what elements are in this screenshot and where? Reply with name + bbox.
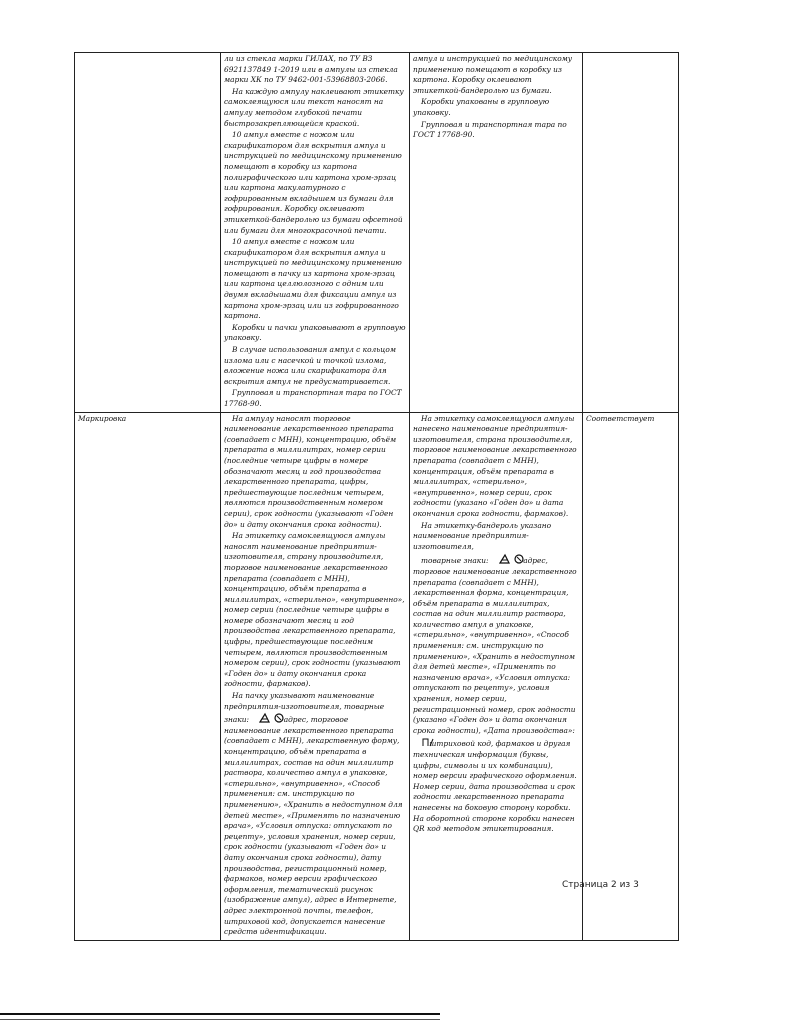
- trademark-icons: [491, 553, 521, 565]
- packaging-result-paragraph: Групповая и транспортная тара по ГОСТ 17768-90.: [413, 119, 567, 140]
- marking-text: адрес, торговое наименование лекарственного препарата (совпадает с МНН), лекарственную форму, концентрацию, объём препарата в миллилитрах, состав на один миллилитр раствора, количество ампул в упаковке, «стерильно», «внутривенно», «Способ применения: см. инструкцию по применению», «Хранить в недоступном для детей месте», «Применять по назначению врача», «Условия отпуска: отпускают по рецепту», условия хранения, номер серии, срок годности (указывают «Годен до» и дату окончания срока годности), дату производства, регистрационный номер, фармаков, номер версии графического оформления, тематический рисунок (изображение ампул), адрес в Интернете, адрес электронной почты, телефон, штриховой код, допускается нанесение средств идентификации.: [224, 715, 403, 937]
- row2-col4-cell: [583, 412, 679, 940]
- packaging-paragraph: В случае использования ампул с кольцом излома или с насечкой и точкой излома, вложение ножа или скарификатора для вскрытия ампул не предусматривается.: [224, 345, 396, 386]
- marking-text: товарные знаки:: [421, 556, 489, 566]
- marking-text: На пачку указывают наименование предприятия-изготовителя, товарные знаки:: [224, 691, 385, 725]
- marking-result-paragraph: [413, 553, 579, 834]
- table-row-packaging: [75, 53, 679, 413]
- marking-requirement-paragraph: [224, 691, 406, 938]
- packaging-paragraph: Групповая и транспортная тара по ГОСТ 17768-90.: [224, 388, 402, 408]
- row1-col4-cell: [583, 53, 679, 413]
- marking-label: Маркировка: [78, 413, 127, 423]
- marking-requirement-paragraph: На этикетку самоклеящуюся ампулы наносят наименование предприятия-изготовителя, страну производителя, торговое наименование лекарственного препарата (совпадает с МНН), концентрацию, объём препарата в миллилитрах, «стерильно», «внутривенно», номер серии (последние четыре цифры в номере обозначают месяц и год производства лекарственного препарата, цифры, предшествующие последним четырем, являются производственным номером серии), срок годности (указывают «Годен до» и дату окончания срока годности, фармаков).: [224, 531, 405, 689]
- marking-text: штриховой код, фармаков и другая техническая информация (буквы, цифры, символы и их комбинации), номер версии графического оформления. Номер серии, дата производства и срок годности лекарственного препарата нанесены на боковую сторону коробки. На оборотной стороне коробки нанесен QR код методом этикетирования.: [413, 739, 577, 834]
- scan-artifact-line: [0, 1019, 440, 1020]
- packaging-paragraph: ли из стекла марки ГИЛАХ, по ТУ ВЗ 6921137849 1-2019 или в ампулы из стекла марки ХК по ТУ 9462-001-53968803-2066.: [224, 54, 398, 85]
- marking-text: адрес, торговое наименование лекарственного препарата (совпадает с МНН), лекарственная форма, концентрация, объём препарата в миллилитрах, состав на один миллилитр раствора, количество ампул в упаковке, «стерильно», «внутривенно», «Способ применения: см. инструкцию по применению», «Хранить в недоступном для детей месте», «Применять по назначению врача», «Условия отпуска: отпускают по рецепту», условия хранения, номер серии, регистрационный номер, срок годности (указано «Годен до» и дата окончания срока годности), «Дата производства»:: [413, 556, 577, 735]
- row2-col1-cell: [75, 412, 221, 940]
- packaging-paragraph: 10 ампул вместе с ножом или скарификатором для вскрытия ампул и инструкцией по медицинскому применению помещают в коробку из картона полиграфического или картона хром-эрзац или картона макулатурного с гофрированным вкладышем из бумаги для гофрирования. Коробку оклеивают этикеткой-бандеролью из бумаги офсетной или бумаги для многокрасочной печати.: [224, 130, 403, 235]
- scan-artifact-line: [0, 1013, 440, 1015]
- trademark-icons: [251, 712, 281, 724]
- table-row-marking: [75, 412, 679, 940]
- compliance-status: Соответствует: [586, 413, 655, 423]
- marking-result-paragraph: На этикетку самоклеящуюся ампулы нанесено наименование предприятия-изготовителя, страна производителя, торговое наименование лекарственного препарата (совпадает с МНН), концентрация, объём препарата в миллилитрах, «стерильно», «внутривенно», номер серии, срок годности (указано «Годен до» и дата окончания срока годности, фармаков).: [413, 413, 577, 518]
- packaging-paragraph: 10 ампул вместе с ножом или скарификатором для вскрытия ампул и инструкцией по медицинскому применению помещают в пачку из картона хром-эрзац или картона целлюлозного с одним или двумя вкладышами для фиксации ампул из картона хром-эрзац или из гофрированного картона.: [224, 237, 402, 321]
- row1-col2-cell: [221, 53, 410, 413]
- packaging-result-paragraph: ампул и инструкцией по медицинскому применению помещают в коробку из картона. Коробку оклеивают этикеткой-бандеролью из бумаги.: [413, 54, 573, 95]
- date-symbol-icon: [413, 736, 427, 748]
- page-number: Страница 2 из 3: [562, 880, 639, 890]
- row1-col1-cell: [75, 53, 221, 413]
- row2-col2-cell: [221, 412, 410, 940]
- row1-col3-cell: [410, 53, 583, 413]
- packaging-paragraph: Коробки и пачки упаковывают в групповую упаковку.: [224, 322, 406, 343]
- marking-result-paragraph: На этикетку-бандероль указано наименование предприятия-изготовителя,: [413, 520, 552, 551]
- packaging-result-paragraph: Коробки упакованы в групповую упаковку.: [413, 97, 550, 117]
- marking-requirement-paragraph: На ампулу наносят торговое наименование лекарственного препарата (совпадает с МНН), концентрацию, объём препарата в миллилитрах, номер серии (последние четыре цифры в номере обозначают месяц и год производства лекарственного препарата, цифры, предшествующие последним четырем, являются производственным номером серии), срок годности (указывают «Годен до» и дату окончания срока годности).: [224, 413, 397, 529]
- packaging-paragraph: На каждую ампулу наклеивают этикетку самоклеящуюся или текст наносят на ампулу методом глубокой печати быстрозакрепляющейся краской.: [224, 86, 404, 128]
- row2-col3-cell: [410, 412, 583, 940]
- specification-table: [74, 52, 679, 941]
